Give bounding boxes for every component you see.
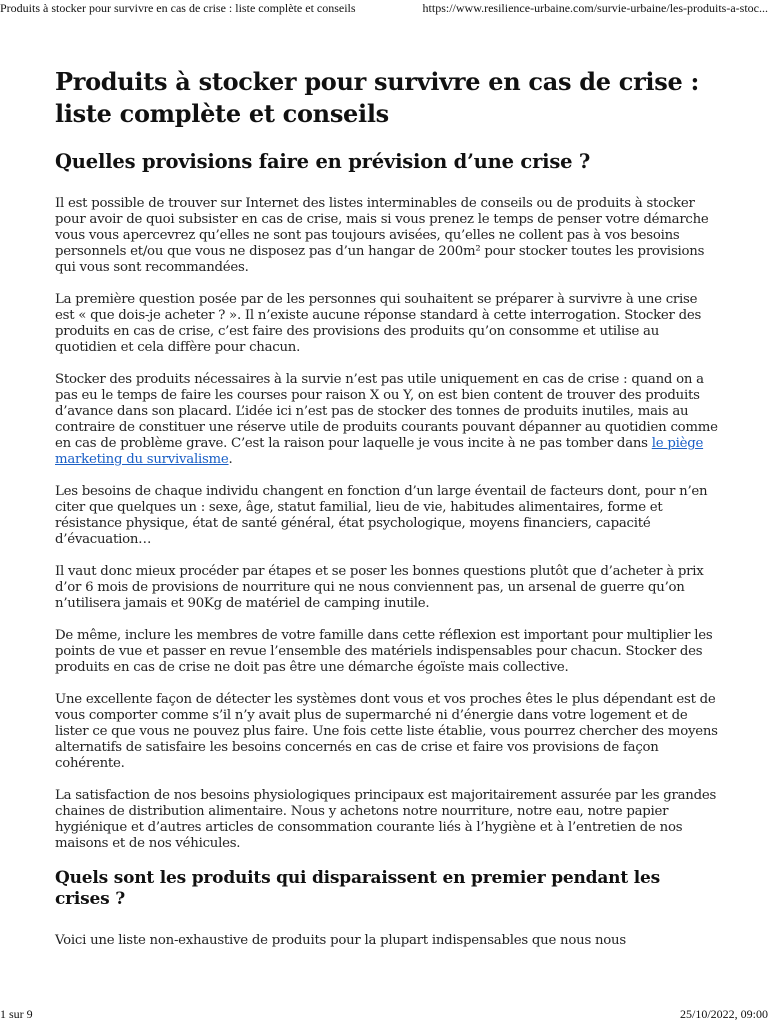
paragraph: Les besoins de chaque individu changent en fonction d’un large éventail de facteurs dont, pour n’en citer que quelques un : sexe, âge, statut familial, lieu de vie, habitudes alimentaires, forme et résistance physique, état de santé général, état psychologique, moyens financiers, capacité d’évacuation… bbox=[55, 484, 708, 547]
print-footer bbox=[0, 1006, 768, 1024]
paragraph: La satisfaction de nos besoins physiologiques principaux est majoritairement assurée par les grandes chaines de distribution alimentaire. Nous y achetons notre nourriture, notre eau, notre papier hygiénique et d’autres articles de consommation courante liés à l’hygiène et à l’entretien de nos maisons et de nos véhicules. bbox=[55, 788, 717, 851]
paragraph: Une excellente façon de détecter les systèmes dont vous et vos proches êtes le plus dépendant est de vous comporter comme s’il n’y avait plus de supermarché ni d’énergie dans votre logement et de lister ce que vous ne pouvez plus faire. Une fois cette liste établie, vous pourrez chercher des moyens alternatifs de satisfaire les besoins concernés en cas de crise et faire vos provisions de façon cohérente. bbox=[55, 692, 718, 771]
print-header-title: Produits à stocker pour survivre en cas de crise : liste complète et conseils bbox=[0, 1, 356, 15]
section-heading-disappearing-products: Quels sont les produits qui disparaissent en premier pendant les crises ? bbox=[55, 868, 660, 909]
print-header-url: https://www.resilience-urbaine.com/survie-urbaine/les-produits-a-stoc... bbox=[422, 1, 768, 15]
paragraph: Il vaut donc mieux procéder par étapes et se poser les bonnes questions plutôt que d’acheter à prix d’or 6 mois de provisions de nourriture qui ne nous conviennent pas, un arsenal de guerre qu’on n’utilisera jamais et 90Kg de matériel de camping inutile. bbox=[55, 564, 704, 611]
article bbox=[55, 66, 720, 965]
paragraph: Voici une liste non-exhaustive de produits pour la plupart indispensables que nous nous bbox=[55, 933, 626, 948]
paragraph: La première question posée par de les personnes qui souhaitent se préparer à survivre à une crise est « que dois-je acheter ? ». Il n’existe aucune réponse standard à cette interrogation. Stocker des produits en cas de crise, c’est faire des provisions des produits qu’on consomme et utilise au quotidien et cela diffère pour chacun. bbox=[55, 292, 702, 355]
paragraph: De même, inclure les membres de votre famille dans cette réflexion est important pour multiplier les points de vue et passer en revue l’ensemble des matériels indispensables pour chacun. Stocker des produits en cas de crise ne doit pas être une démarche égoïste mais collective. bbox=[55, 628, 713, 675]
print-datetime: 25/10/2022, 09:00 bbox=[679, 1007, 768, 1021]
article-title: Produits à stocker pour survivre en cas de crise : liste complète et conseils bbox=[55, 67, 700, 128]
paragraph-text: Stocker des produits nécessaires à la survie n’est pas utile uniquement en cas de crise : quand on a pas eu le temps de faire les courses pour raison X ou Y, on est bien content de trouver des produits d’avance dans son placard. L’idée ici n’est pas de stocker des tonnes de produits inutiles, mais au contraire de constituer une réserve utile de produits courants pouvant dépanner au quotidien comme en cas de problème grave. C’est la raison pour laquelle je vous incite à ne pas tomber dans bbox=[55, 372, 718, 451]
page-number: 1 sur 9 bbox=[0, 1007, 33, 1021]
survivalism-marketing-link[interactable]: le piège marketing du survivalisme bbox=[55, 436, 704, 467]
paragraph-with-link bbox=[55, 372, 720, 468]
paragraph: Il est possible de trouver sur Internet des listes interminables de conseils ou de produits à stocker pour avoir de quoi subsister en cas de crise, mais si vous prenez le temps de penser votre démarche vous vous apercevrez qu’elles ne sont pas toujours avisées, qu’elles ne collent pas à vos besoins personnels et/ou que vous ne disposez pas d’un hangar de 200m² pour stocker toutes les provisions qui vous sont recommandées. bbox=[55, 196, 709, 275]
print-header bbox=[0, 0, 768, 18]
section-heading-provisions: Quelles provisions faire en prévision d’une crise ? bbox=[55, 150, 591, 173]
paragraph-text-suffix: . bbox=[228, 452, 233, 467]
